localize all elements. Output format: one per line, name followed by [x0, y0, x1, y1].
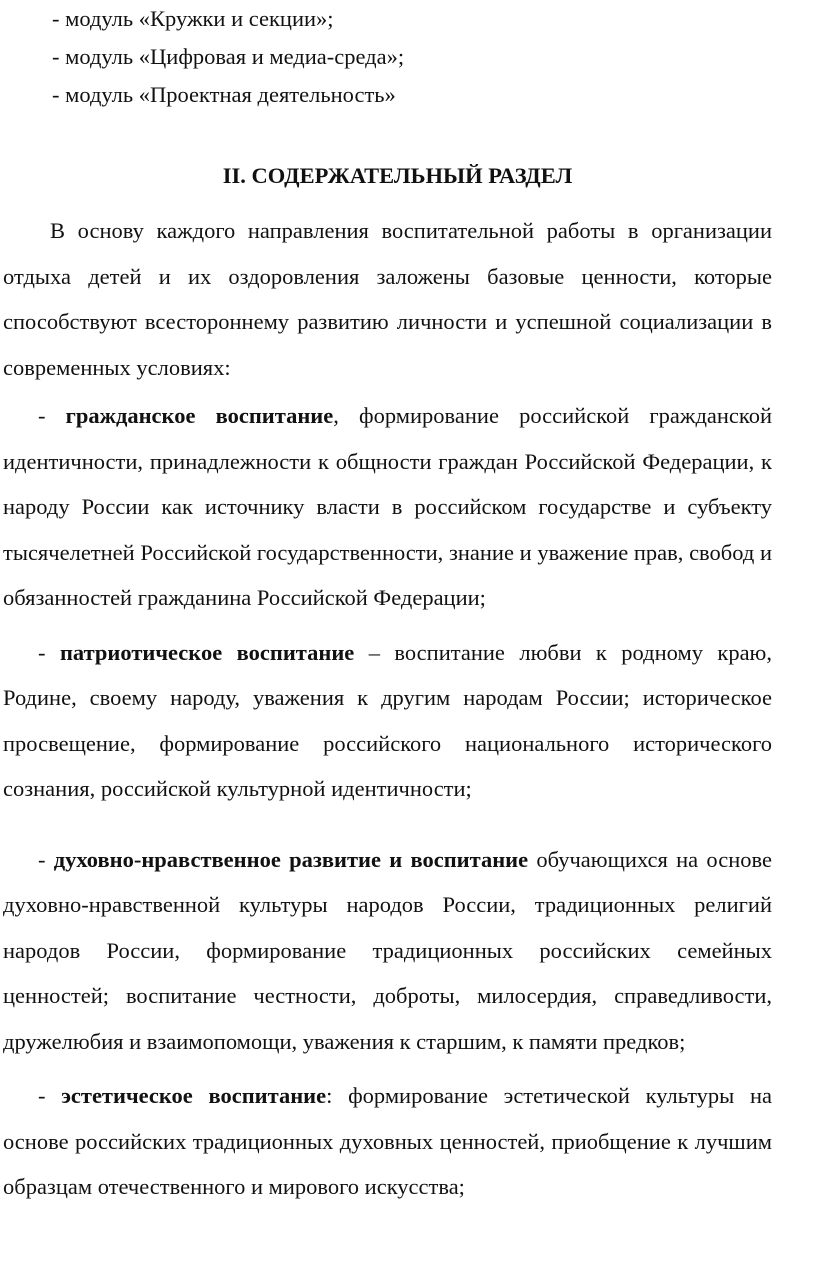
list-item: - модуль «Цифровая и медиа-среда»;	[52, 44, 405, 69]
item-dash: -	[38, 1083, 62, 1108]
item-text: – воспитание любви к родному краю, Родине, своему народу, уважения к другим народам России; историческое просвещение, формирование российского национального исторического сознания, российской культурной идентичности;	[3, 639, 772, 801]
value-item-aesthetic	[3, 1073, 772, 1210]
item-term: гражданское воспитание	[65, 403, 334, 428]
item-dash: -	[38, 846, 54, 872]
item-dash: -	[38, 639, 60, 665]
value-item-patriotic	[3, 630, 772, 812]
item-term: эстетическое воспитание	[61, 1083, 327, 1108]
item-text: обучающихся на основе духовно-нравственной культуры народов России, традиционных религий народов России, формирование традиционных российских семейных ценностей; воспитание честности, доброты, милосердия, справедливости, дружелюбия и взаимопомощи, уважения к старшим, к памяти предков;	[3, 846, 772, 1054]
module-list	[3, 0, 772, 114]
item-text: : формирование эстетической культуры на основе российских традиционных духовных ценностей, приобщение к лучшим образцам отечественного и мирового искусства;	[3, 1083, 772, 1199]
item-term: патриотическое воспитание	[59, 639, 355, 665]
list-item: - модуль «Кружки и секции»;	[52, 6, 334, 31]
item-dash: -	[38, 403, 66, 428]
list-item: - модуль «Проектная деятельность»	[52, 82, 396, 107]
item-text: , формирование российской гражданской идентичности, принадлежности к общности граждан Российской Федерации, к народу России как источнику власти в российском государстве и субъекту тысячелетней Российской государственности, знание и уважение прав, свобод и обязанностей гражданина Российской Федерации;	[3, 403, 772, 610]
section-title: II. СОДЕРЖАТЕЛЬНЫЙ РАЗДЕЛ	[222, 163, 573, 188]
value-item-civic	[3, 393, 772, 621]
intro-paragraph: В основу каждого направления воспитательной работы в организации отдыха детей и их оздоровления заложены базовые ценности, которые способствуют всестороннему развитию личности и успешной социализации в современных условиях:	[3, 218, 772, 380]
item-term: духовно-нравственное развитие и воспитание	[53, 846, 529, 872]
value-item-spiritual	[3, 837, 772, 1065]
